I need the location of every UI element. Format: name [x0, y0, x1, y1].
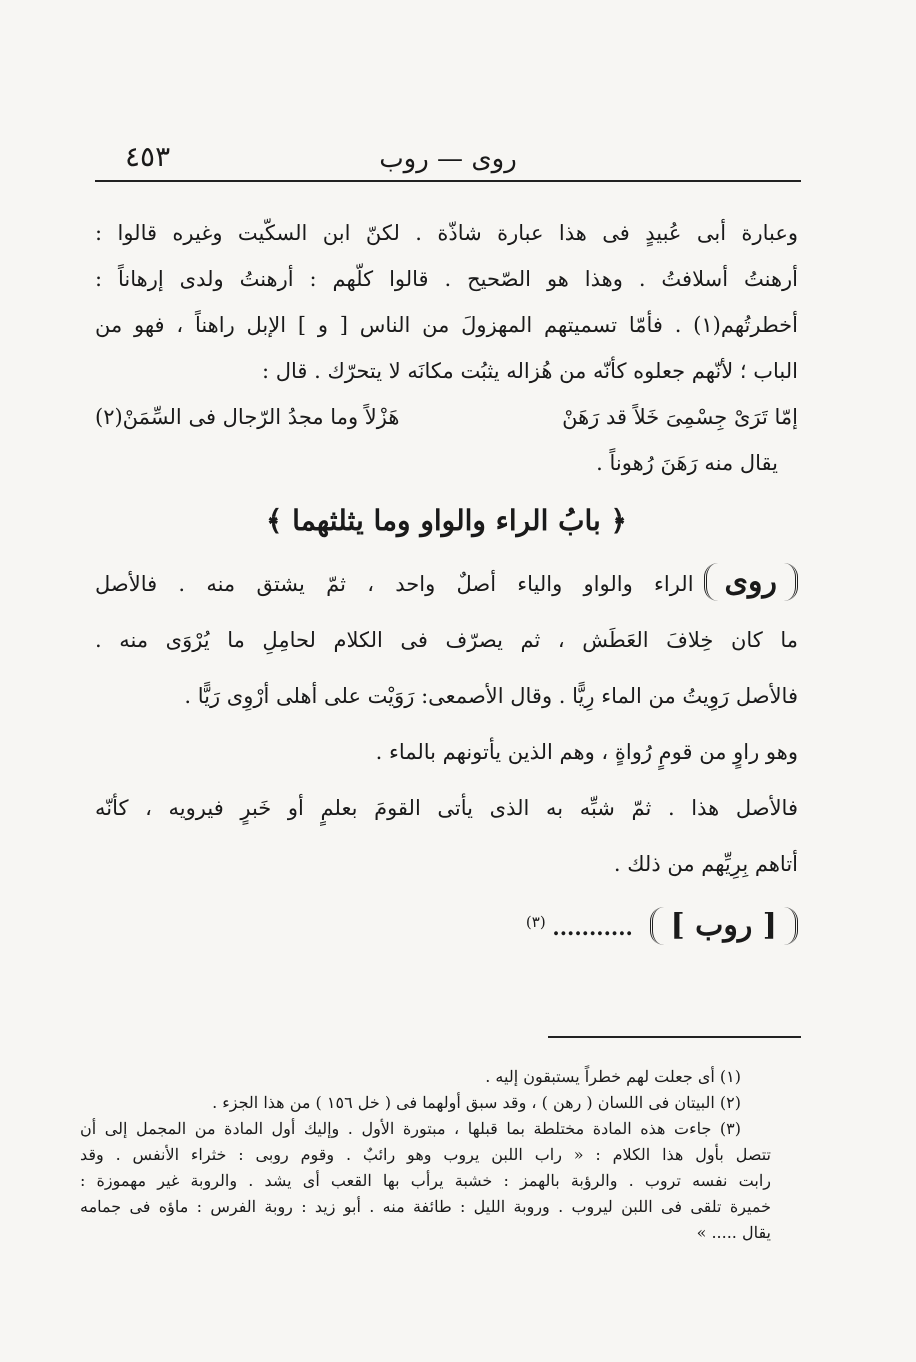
root-word-roy: روى [704, 563, 798, 601]
footnote: (١) أى جعلت لهم خطراً يستبقون إليه . [485, 1067, 741, 1086]
text-line: الباب ؛ لأنّهم جعلوه كأنّه من هُزاله يثبُت مكانَه لا يتحرّك . قال : [261, 359, 798, 383]
text-line: أرهنتُ أسلافتُ . وهذا هو الصّحيح . قالوا كلّهم : أرهنتُ ولدى إرهاناً : [95, 267, 798, 291]
footnote-continuation: يقال ..... » [696, 1223, 771, 1242]
verse-hemistich-left: هَزْلاً وما مجدُ الرّجال فى السِّمَنْ(٢) [95, 405, 400, 429]
footnote-ref: (٣) [525, 913, 546, 931]
footnote: (٢) البيتان فى اللسان ( رهن ) ، وقد سبق أولهما فى ( خل ١٥٦ ) من هذا الجزء . [212, 1093, 741, 1112]
footnotes [80, 1064, 771, 1246]
entry-text: الراء والواو والياء أصلٌ واحد ، ثمّ يشتق منه . فالأصل [95, 572, 694, 596]
text-line: يقال منه رَهَنَ رُهوناً . [596, 451, 778, 475]
text-line: أتاهم بِرِيِّهم من ذلك . [613, 852, 798, 876]
main-text [95, 210, 798, 952]
text-line: فالأصل رَوِيتُ من الماء رِيًّا . وقال الأصمعى: رَوَيْت على أهلى أرْوِى رَيًّا . [184, 684, 798, 708]
verse-line [95, 394, 798, 440]
text-line: وعبارة أبى عُبيدٍ فى هذا عبارة شاذّة . لكنّ ابن السكّيت وغيره قالوا : [95, 221, 798, 245]
section-heading: ﴿ بابُ الراء والواو وما يثلثهما ﴾ [266, 504, 627, 537]
footnote-continuation: تتصل بأول هذا الكلام : « راب اللبن يروب وهو رائبٌ . وقوم روبى : خثراء الأنفس . وقد [80, 1145, 771, 1164]
page-header [95, 140, 801, 180]
verse-hemistich-right: إمّا تَرَىْ جِسْمِىَ خَلاً قد رَهَنْ [562, 405, 798, 429]
footnote: (٣) جاءت هذه المادة مختلطة بما قبلها ، مبتورة الأول . وإليك أول المادة من المجمل إلى أن [80, 1119, 741, 1138]
footnote-continuation: رابت نفسه تروب . والرؤبة بالهمز : خشبة يرأب بها القعب أى يشد . والروبة غير مهموزة : [80, 1171, 771, 1190]
text-line: فالأصل هذا . ثمّ شبِّه به الذى يأتى القومَ بعلمٍ أو خَبرٍ فيرويه ، كأنّه [95, 796, 798, 820]
running-title: روى — روب [379, 144, 517, 174]
header-rule [95, 180, 801, 182]
text-line: أخطرتُهم(١) . فأمّا تسميتهم المهزولَ من الناس [ و ] الإبل راهناً ، فهو من [95, 313, 798, 337]
text-line: ما كان خِلافَ العَطَش ، ثم يصرّف فى الكلام لحامِلِ ما يُرْوَى منه . [95, 628, 798, 652]
entry-line-rub [95, 892, 798, 952]
footnote-continuation: خميرة تلقى فى اللبن ليروب . وروبة الليل : طائفة منه . أبو زيد : روبة الفرس : ماؤه فى جمامه [80, 1197, 771, 1216]
page-number: ٤٥٣ [125, 140, 171, 173]
ellipsis-dots: ........... [552, 915, 633, 940]
footnote-rule [548, 1036, 801, 1038]
root-word-rub: [ روب ] [650, 907, 799, 945]
entry-line [95, 556, 798, 612]
text-line: وهو راوٍ من قومٍ رُواةٍ ، وهم الذين يأتونهم بالماء . [375, 740, 798, 764]
